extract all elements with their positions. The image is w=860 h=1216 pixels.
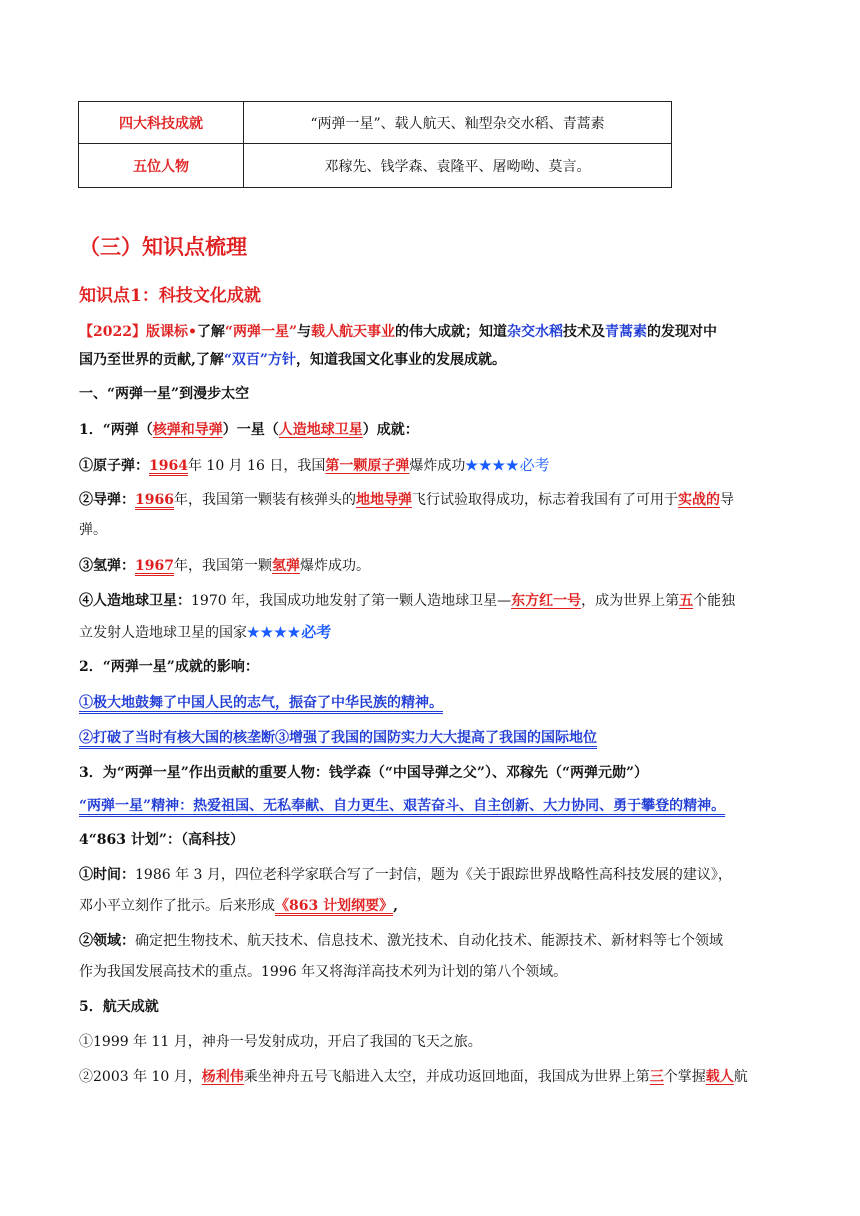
section-title: （三）知识点梳理 <box>79 234 247 259</box>
keyword: 第一颗原子弹 <box>325 458 410 474</box>
time-line-1 <box>79 864 732 886</box>
table-cell-label: 四大科技成就 <box>79 102 244 144</box>
missile-line-1 <box>79 489 734 511</box>
text: 确定把生物技术、航天技术、信息技术、激光技术、自动化技术、能源技术、新材料等七个领域 <box>135 933 723 949</box>
keyword: 实战的 <box>677 492 720 508</box>
year: 1966 <box>135 492 174 508</box>
knowledge-point-title: 知识点1：科技文化成就 <box>79 286 261 306</box>
field-line-1 <box>79 930 723 952</box>
keyword: 三 <box>649 1069 664 1085</box>
item-5-title: 5．航天成就 <box>79 999 159 1015</box>
text: 个掌握 <box>663 1069 706 1085</box>
text: ，知道我国文化事业的发展成就。 <box>295 352 506 368</box>
keyword: 核弹和导弹 <box>152 422 223 438</box>
label: ①时间： <box>79 867 135 883</box>
impact-item: ③增强了我国的国防实力大大提高了我国的国际地位 <box>275 730 597 746</box>
text: 爆炸成功 <box>409 458 466 474</box>
field-line-2: 作为我国发展高技术的重点。1996 年又将海洋高技术列为计划的第八个领域。 <box>79 964 568 980</box>
must-test-tag: 必考 <box>301 623 332 641</box>
label: ③氢弹： <box>79 558 135 574</box>
year: 1967 <box>135 558 174 574</box>
text: 1．“两弹（ <box>79 422 153 438</box>
label: ②领域： <box>79 933 135 949</box>
text: 航 <box>733 1069 748 1085</box>
item-3-title: 3．为“两弹一星”作出贡献的重要人物：钱学森（“中国导弹之父”）、邓稼先（“两弹元勋”） <box>79 765 649 781</box>
keyword: 载人 <box>705 1069 734 1085</box>
star-icon: ★★★★ <box>465 458 520 474</box>
item-1-title <box>79 419 419 441</box>
keyword: 《863 计划纲要》 <box>275 898 394 914</box>
keyword: 氢弹 <box>271 558 300 574</box>
text: 国乃至世界的贡献,了解 <box>79 352 224 368</box>
text: 爆炸成功。 <box>299 558 370 574</box>
table-row <box>79 144 672 188</box>
summary-table <box>78 101 672 188</box>
keyword: 杨利伟 <box>201 1069 244 1085</box>
text: 立发射人造地球卫星的国家 <box>79 625 247 641</box>
text: 邓小平立刻作了批示。后来形成 <box>79 898 275 914</box>
keyword: 载人航天事业 <box>311 324 396 340</box>
time-line-2 <box>79 895 398 917</box>
label: ④人造地球卫星： <box>79 593 191 609</box>
table-row <box>79 102 672 144</box>
star-icon: ★★★★ <box>247 625 302 641</box>
h-bomb-line <box>79 555 370 577</box>
table-cell-label: 五位人物 <box>79 144 244 188</box>
impact-line-2 <box>79 727 597 749</box>
text: ）一星（ <box>222 422 279 438</box>
keyword: 五 <box>679 593 694 609</box>
text: 1986 年 3 月，四位老科学家联合写了一封信，题为《关于跟踪世界战略性高科技发展的建议》， <box>135 867 732 883</box>
text: 年，我国第一颗 <box>173 558 272 574</box>
text: 1970 年，我国成功地发射了第一颗人造地球卫星— <box>191 593 512 609</box>
keyword: “两弹一星” <box>224 324 298 340</box>
bullet-icon: • <box>187 324 197 340</box>
curriculum-tag: 【2022】版课标 <box>79 324 188 340</box>
text: 年，我国第一颗装有核弹头的 <box>173 492 356 508</box>
text: 与 <box>297 324 312 340</box>
label: ①原子弹： <box>79 458 149 474</box>
keyword: 地地导弹 <box>355 492 412 508</box>
item-4-title: 4“863 计划”：（高科技） <box>79 832 244 848</box>
satellite-line-1 <box>79 590 735 612</box>
must-test-tag: 必考 <box>519 456 550 474</box>
text: 技术及 <box>563 324 606 340</box>
keyword: “双百”方针 <box>223 352 296 368</box>
satellite-line-2 <box>79 621 331 644</box>
spirit-line: “两弹一星”精神：热爱祖国、无私奉献、自力更生、艰苦奋斗、自主创新、大力协同、勇于攀登的精神。 <box>79 798 726 814</box>
impact-line-1: ①极大地鼓舞了中国人民的志气，振奋了中华民族的精神。 <box>79 695 443 711</box>
text: ）成就： <box>362 422 419 438</box>
text: , <box>393 898 398 914</box>
table-cell-value: “两弹一星”、载人航天、籼型杂交水稻、青蒿素 <box>244 102 672 144</box>
impact-item: ②打破了当时有核大国的核垄断 <box>79 730 275 746</box>
item-2-title: 2．“两弹一星”成就的影响： <box>79 659 259 675</box>
missile-line-2: 弹。 <box>79 522 107 538</box>
text: 了解 <box>196 324 225 340</box>
year: 1964 <box>149 458 188 474</box>
keyword: 人造地球卫星 <box>278 422 363 438</box>
curriculum-line-1 <box>79 321 717 343</box>
keyword: 东方红一号 <box>511 593 582 609</box>
text: ，成为世界上第 <box>581 593 680 609</box>
text: 飞行试验取得成功，标志着我国有了可用于 <box>411 492 678 508</box>
text: 个能独 <box>693 593 736 609</box>
curriculum-line-2 <box>79 349 506 371</box>
text: 乘坐神舟五号飞船进入太空，并成功返回地面，我国成为世界上第 <box>243 1069 650 1085</box>
part-title: 一、“两弹一星”到漫步太空 <box>79 386 250 402</box>
label: ②导弹： <box>79 492 135 508</box>
table-cell-value: 邓稼先、钱学森、袁隆平、屠呦呦、莫言。 <box>244 144 672 188</box>
atom-bomb-line <box>79 454 550 477</box>
keyword: 青蒿素 <box>605 324 648 340</box>
text: 年 10 月 16 日，我国 <box>187 458 326 474</box>
text: 导 <box>719 492 734 508</box>
text: 的发现对中 <box>647 324 718 340</box>
text: 的伟大成就；知道 <box>395 324 508 340</box>
text: ②2003 年 10 月， <box>79 1069 202 1085</box>
space-line-1: ①1999 年 11 月，神舟一号发射成功，开启了我国的飞天之旅。 <box>79 1034 482 1050</box>
space-line-2 <box>79 1066 748 1088</box>
keyword: 杂交水稻 <box>507 324 564 340</box>
